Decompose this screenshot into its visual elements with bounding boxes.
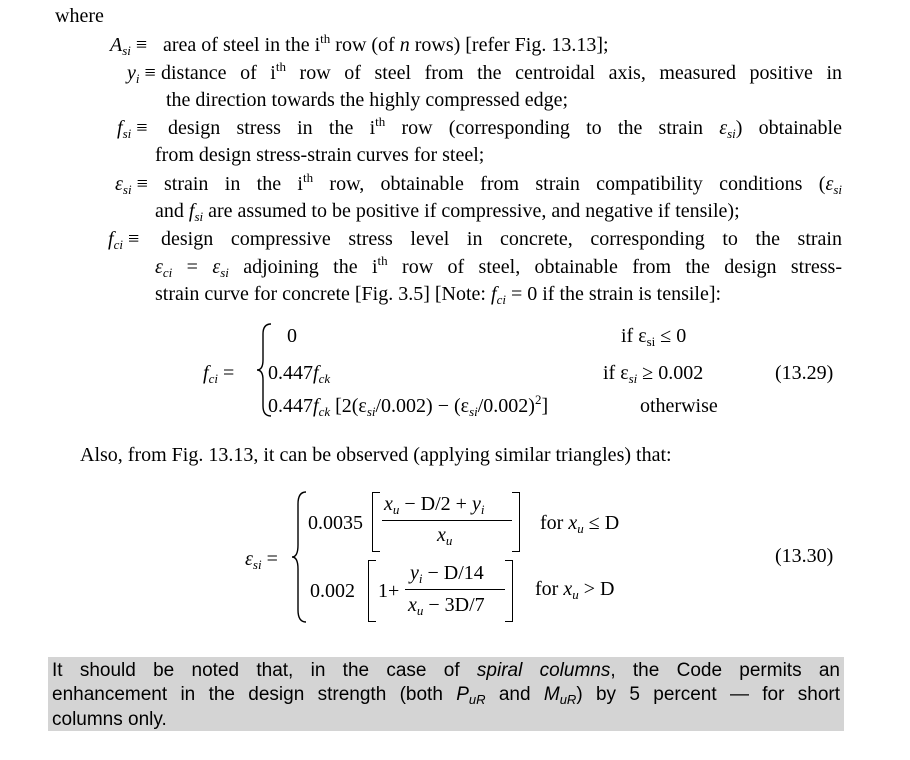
fraction-numerator: $y_i - D/14$	[410, 562, 484, 586]
also-sentence: Also, from Fig. 13.13, it can be observed (applying similar triangles) that:	[80, 444, 672, 466]
case-coefficient: 0.0035	[308, 512, 363, 534]
case-condition: if $\varepsilon_{si} \ge 0.002$	[603, 362, 704, 386]
note-line: columns only.	[52, 709, 167, 730]
case-condition: for $x_u > D$	[535, 578, 615, 602]
definition-symbol: $y_i$ ≡	[127, 62, 156, 86]
note-box	[48, 657, 844, 731]
definition-text-cont: from design stress-strain curves for steel;	[155, 144, 485, 166]
curly-brace	[290, 490, 308, 624]
definition-text: design stress in the $i^{th}$ row (corresponding to the strain $\varepsilon_{si}$) obtainable	[168, 114, 842, 141]
definition-symbol: $\varepsilon_{si}$ ≡	[115, 173, 148, 197]
fraction-denominator: $x_u$	[437, 524, 453, 548]
definition-text: design compressive stress level in concrete, corresponding to the strain	[161, 228, 842, 250]
definition-text-cont-2: strain curve for concrete [Fig. 3.5] [Note: $f_{ci} = 0$ if the strain is tensile]:	[155, 283, 722, 307]
case-value: 0	[287, 325, 297, 347]
case-value: $0.447f_{ck}$	[268, 362, 331, 386]
case-condition: otherwise	[640, 395, 718, 417]
right-bracket	[505, 560, 513, 622]
fraction-numerator: $x_u - D/2 + y_i$	[384, 493, 485, 517]
equation-number: (13.30)	[775, 545, 834, 567]
equation-lhs: $f_{ci}$ =	[203, 362, 235, 386]
equation-lhs: $\varepsilon_{si}$ =	[245, 548, 278, 572]
definition-text: strain in the $i^{th}$ row, obtainable from strain compatibility conditions ($\varepsilon_{si}$	[164, 170, 842, 197]
equation-number: (13.29)	[775, 362, 834, 384]
case-coefficient: 0.002	[310, 580, 355, 602]
definition-symbol: $f_{si}$ ≡	[117, 117, 148, 141]
definition-text-cont: and $f_{si}$ are assumed to be positive if compressive, and negative if tensile);	[155, 200, 740, 224]
definition-text-cont: the direction towards the highly compressed edge;	[166, 89, 569, 111]
note-line: enhancement in the design strength (both $P_{uR}$ and $M_{uR}$) by 5 percent — for short	[52, 684, 840, 707]
fraction-bar	[382, 520, 512, 521]
fraction-denominator: $x_u - 3D/7$	[408, 594, 485, 618]
definition-text-cont: $\varepsilon_{ci} = \varepsilon_{si}$ adjoining the $i^{th}$ row of steel, obtainable from the design stress-	[155, 253, 842, 280]
note-line: It should be noted that, in the case of spiral columns, the Code permits an	[52, 660, 840, 681]
right-bracket	[512, 492, 520, 552]
definition-symbol: $f_{ci}$ ≡	[108, 228, 140, 252]
intro-word: where	[55, 5, 104, 27]
left-bracket	[368, 560, 376, 622]
one-plus: 1+	[378, 580, 400, 602]
definition-text: area of steel in the $i^{th}$ row (of n rows) [refer Fig. 13.13];	[163, 31, 609, 56]
case-condition: for $x_u \le D$	[540, 512, 620, 536]
left-bracket	[372, 492, 380, 552]
case-condition: if $\varepsilon_{si} \le 0$	[621, 325, 687, 349]
fraction-bar	[405, 589, 505, 590]
definition-symbol: $A_{si}$ ≡	[110, 34, 148, 58]
definition-text: distance of $i^{th}$ row of steel from the centroidal axis, measured positive in	[161, 59, 843, 84]
case-value: $0.447f_{ck}$ $[2(\varepsilon_{si}/0.002) - (\varepsilon_{si}/0.002)^2]$	[268, 392, 549, 419]
